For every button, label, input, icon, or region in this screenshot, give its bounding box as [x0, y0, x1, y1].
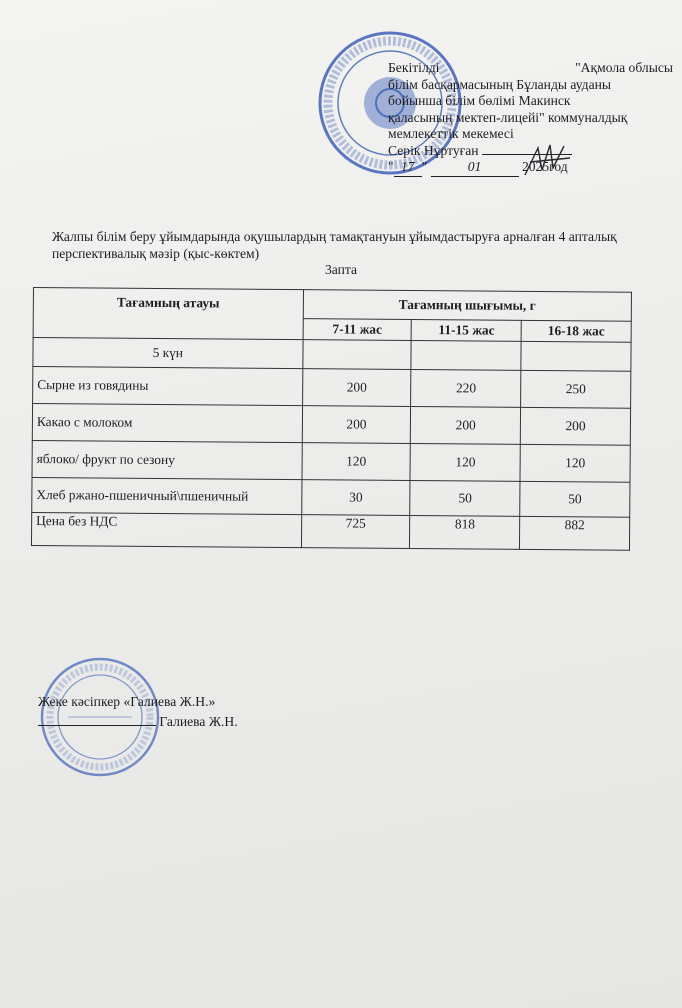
age-group-3: 16-18 жас — [521, 320, 631, 342]
approval-org-line2: білім басқармасының Бұланды ауданы — [388, 76, 612, 92]
yield-cell: 200 — [520, 407, 630, 445]
director-name: Серік Нұртуған — [388, 142, 479, 158]
yield-cell: 50 — [410, 480, 520, 516]
director-signature — [520, 140, 580, 180]
date-quote-close: " — [421, 159, 428, 174]
header-dish-name: Тағамның атауы — [33, 288, 303, 340]
entrepreneur-signature-line — [38, 712, 338, 732]
price-cell: 818 — [410, 515, 520, 549]
yield-cell: 200 — [302, 369, 411, 407]
entrepreneur-name: Галиева Ж.Н. — [159, 714, 238, 729]
menu-title: Жалпы білім беру ұйымдарында оқушылардың тамақтануын ұйымдастыруға арналған 4 апталық перспективалық мәзір (қыс-көктем) — [52, 229, 617, 261]
entrepreneur-org: Жеке кәсіпкер «Галиева Ж.Н.» — [38, 694, 216, 709]
date-year: 2025год — [521, 159, 568, 174]
table-row — [32, 404, 630, 446]
approval-label: Бекітілді — [388, 60, 440, 75]
table-row — [33, 367, 631, 409]
price-row — [31, 512, 629, 550]
date-month: 01 — [431, 159, 519, 177]
yield-cell: 120 — [302, 443, 411, 481]
signature-blank — [38, 725, 156, 726]
day-row — [33, 338, 631, 372]
yield-cell: 50 — [520, 481, 630, 517]
date-day: 17 — [394, 159, 422, 177]
table-row — [32, 440, 630, 482]
yield-cell: 200 — [302, 406, 411, 444]
approval-org-line5: мемлекеттік мекемесі — [388, 126, 514, 141]
menu-table — [31, 287, 632, 551]
price-label: Цена без НДС — [31, 512, 301, 547]
dish-name: яблоко/ фрукт по сезону — [32, 440, 302, 479]
approval-org-line1: "Ақмола облысы — [575, 60, 673, 75]
price-cell: 725 — [301, 515, 410, 549]
yield-cell: 250 — [521, 370, 631, 408]
dish-name: Сырне из говядины — [33, 367, 303, 406]
table-header-row — [33, 288, 631, 322]
approval-org-line4: қаласының мектеп-лицейі" коммуналдық — [388, 109, 628, 125]
header-yield: Тағамның шығымы, г — [303, 290, 632, 322]
age-group-2: 11-15 жас — [412, 319, 522, 341]
dish-name: Какао с молоком — [32, 404, 302, 443]
yield-cell: 120 — [520, 444, 630, 482]
day-label: 5 күн — [33, 338, 303, 369]
dish-name: Хлеб ржано-пшеничный\пшеничный — [32, 477, 302, 514]
price-cell: 882 — [520, 516, 630, 550]
approval-org-line3: бойынша білім бөлімі Макинск — [388, 93, 571, 108]
date-quote-open: " — [388, 159, 394, 174]
table-row — [32, 477, 630, 517]
yield-cell: 30 — [301, 480, 410, 516]
week-label: 3апта — [324, 262, 358, 277]
yield-cell: 200 — [411, 406, 521, 444]
age-group-1: 7-11 жас — [303, 319, 412, 341]
yield-cell: 220 — [411, 369, 521, 407]
signature-block — [38, 692, 338, 732]
yield-cell: 120 — [410, 443, 520, 481]
